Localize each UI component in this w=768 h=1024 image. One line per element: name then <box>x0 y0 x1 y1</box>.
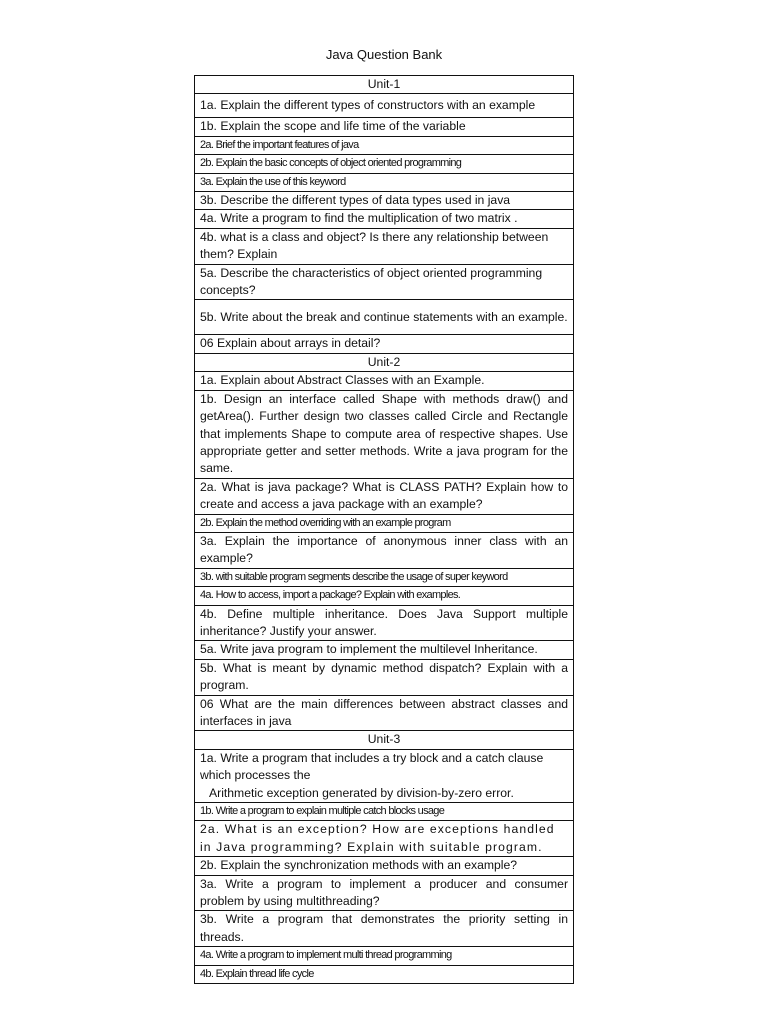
question-cell <box>195 749 574 802</box>
table-row <box>195 118 574 136</box>
question-text: Describe the characteristics of object oriented programming concepts? <box>200 265 543 298</box>
question-cell <box>195 803 574 821</box>
question-cell <box>195 695 574 731</box>
table-row <box>195 478 574 514</box>
table-row <box>195 136 574 154</box>
question-number: 4b. <box>200 229 217 244</box>
question-text: Describe the different types of data types used in java <box>220 193 511 208</box>
table-row <box>195 568 574 586</box>
question-cell <box>195 118 574 136</box>
question-cell <box>195 605 574 641</box>
question-text: What are the main differences between abstract classes and interfaces in java <box>200 696 568 728</box>
question-text: Write a program to implement multi thread programming <box>215 949 452 962</box>
question-text: Explain thread life cycle <box>215 967 314 980</box>
question-cell <box>195 192 574 210</box>
table-row <box>195 192 574 210</box>
table-row <box>195 173 574 191</box>
table-row <box>195 390 574 478</box>
question-text: Write a program that includes a try block and a catch clause which processes the <box>200 750 544 783</box>
question-cell <box>195 587 574 605</box>
question-number: 2a. <box>200 822 221 837</box>
question-cell <box>195 568 574 586</box>
question-number: 1a. <box>200 750 217 765</box>
question-cell <box>195 532 574 568</box>
question-number: 3b. <box>200 570 214 583</box>
question-number: 5a. <box>200 642 217 657</box>
unit-header-row <box>195 731 574 749</box>
unit-header-row <box>195 76 574 94</box>
question-text: with suitable program segments describe the usage of super keyword <box>215 570 508 583</box>
question-text: Explain the basic concepts of object oriented programming <box>215 157 462 170</box>
unit-heading: Unit-3 <box>195 731 574 749</box>
table-row <box>195 821 574 857</box>
table-row <box>195 695 574 731</box>
question-number: 5a. <box>200 265 217 280</box>
question-cell <box>195 857 574 875</box>
question-number: 2b. <box>200 157 214 170</box>
question-number: 3a. <box>200 533 217 548</box>
question-number: 1b. <box>200 119 217 134</box>
question-number: 3a. <box>200 876 217 891</box>
question-text: How to access, import a package? Explain with examples. <box>215 589 461 602</box>
table-row <box>195 94 574 118</box>
question-cell <box>195 965 574 983</box>
question-cell <box>195 210 574 228</box>
question-text: What is meant by dynamic method dispatch? Explain with a program. <box>200 660 568 693</box>
question-text: What is java package? What is CLASS PATH? Explain how to create and access a java package with an example? <box>200 479 568 512</box>
unit-heading: Unit-1 <box>195 76 574 94</box>
table-row <box>195 803 574 821</box>
question-number: 4a. <box>200 589 214 602</box>
question-text: Write a program that demonstrates the priority setting in threads. <box>200 912 568 944</box>
question-cell <box>195 173 574 191</box>
question-cell <box>195 641 574 659</box>
question-cell <box>195 228 574 264</box>
question-text: Explain about arrays in detail? <box>216 336 381 351</box>
table-row <box>195 372 574 390</box>
question-number: 4b. <box>200 606 217 621</box>
question-number: 06 <box>200 336 214 351</box>
question-number: 1b. <box>200 805 214 818</box>
question-number: 2a. <box>200 138 214 151</box>
table-row <box>195 659 574 695</box>
question-text: Write a program to implement a producer and consumer problem by using multithreading? <box>200 876 568 909</box>
table-row <box>195 155 574 173</box>
question-number: 4a. <box>200 949 214 962</box>
question-number: 5b. <box>200 660 217 675</box>
question-text: what is a class and object? Is there any relationship between them? Explain <box>200 229 549 262</box>
question-number: 4b. <box>200 967 214 980</box>
question-text: Explain the synchronization methods with an example? <box>220 858 518 873</box>
question-cell <box>195 947 574 965</box>
question-number: 1b. <box>200 391 217 406</box>
question-number: 4a. <box>200 211 217 226</box>
table-row <box>195 264 574 300</box>
question-text: Explain the different types of constructors with an example <box>220 98 536 113</box>
question-number: 3b. <box>200 912 217 927</box>
question-text: Explain the importance of anonymous inner class with an example? <box>200 533 568 566</box>
question-number: 2a. <box>200 479 217 494</box>
table-row <box>195 605 574 641</box>
question-text: Explain the method overriding with an example program <box>215 516 451 529</box>
question-number: 1a. <box>200 373 217 388</box>
question-cell <box>195 335 574 353</box>
question-text: What is an exception? How are exceptions handled in Java programming? Explain with suitable program. <box>200 822 555 854</box>
table-row <box>195 857 574 875</box>
question-text: Explain the scope and life time of the variable <box>220 119 466 134</box>
question-table <box>194 75 574 984</box>
question-text: Explain the use of this keyword <box>215 175 346 188</box>
table-row <box>195 911 574 947</box>
table-row <box>195 532 574 568</box>
question-number: 1a. <box>200 98 217 113</box>
question-cell <box>195 875 574 911</box>
question-cell <box>195 372 574 390</box>
table-row <box>195 641 574 659</box>
table-row <box>195 965 574 983</box>
question-number: 5b. <box>200 309 217 324</box>
question-cell <box>195 264 574 300</box>
table-row <box>195 228 574 264</box>
question-text-continuation: Arithmetic exception generated by division-by-zero error. <box>209 785 514 800</box>
question-text: Write about the break and continue statements with an example. <box>220 309 568 324</box>
question-cell <box>195 300 574 335</box>
unit-header-row <box>195 353 574 371</box>
table-row <box>195 514 574 532</box>
question-text: Write java program to implement the multilevel Inheritance. <box>220 642 538 657</box>
question-text: Design an interface called Shape with methods draw() and getArea(). Further design two classes called Circle and Rectangle that implements Shape to compute area of respective shapes. Use appropriate getter and setter methods. Write a java program for the same. <box>200 391 568 476</box>
table-row <box>195 335 574 353</box>
question-cell <box>195 390 574 478</box>
question-number: 2b. <box>200 858 217 873</box>
question-cell <box>195 821 574 857</box>
table-row <box>195 875 574 911</box>
question-cell <box>195 514 574 532</box>
question-number: 3a. <box>200 175 214 188</box>
question-text: Define multiple inheritance. Does Java Support multiple inheritance? Justify your answer. <box>200 606 568 638</box>
page-title: Java Question Bank <box>325 47 443 62</box>
question-text: Explain about Abstract Classes with an Example. <box>220 373 485 388</box>
question-number: 3b. <box>200 193 217 208</box>
question-cell <box>195 659 574 695</box>
question-text: Write a program to explain multiple catch blocks usage <box>215 805 445 818</box>
table-row <box>195 300 574 335</box>
question-text: Write a program to find the multiplication of two matrix . <box>220 211 518 226</box>
table-row <box>195 587 574 605</box>
table-row <box>195 947 574 965</box>
question-number: 06 <box>200 696 214 711</box>
question-text: Brief the important features of java <box>215 138 359 151</box>
table-row <box>195 210 574 228</box>
unit-heading: Unit-2 <box>195 353 574 371</box>
question-cell <box>195 94 574 118</box>
table-row <box>195 749 574 802</box>
question-cell <box>195 155 574 173</box>
question-cell <box>195 136 574 154</box>
question-cell <box>195 478 574 514</box>
question-cell <box>195 911 574 947</box>
question-number: 2b. <box>200 516 214 529</box>
